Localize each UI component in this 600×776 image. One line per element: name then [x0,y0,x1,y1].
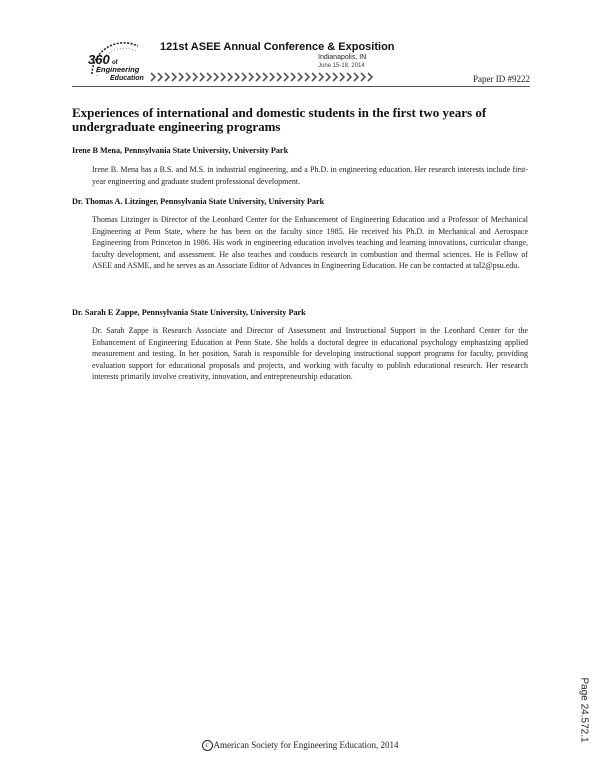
logo-of: of [112,60,118,66]
paper-id: Paper ID #9222 [473,74,530,84]
logo-360: 360 [88,52,110,67]
conference-title: 121st ASEE Annual Conference & Exposition [160,41,395,53]
author-name: Dr. Sarah E Zappe, Pennsylvania State University, University Park [72,308,306,317]
header-divider [72,86,530,87]
conference-location: Indianapolis, IN [318,54,367,61]
author-name: Irene B Mena, Pennsylvania State University, University Park [72,146,289,155]
author-name: Dr. Thomas A. Litzinger, Pennsylvania State University, University Park [72,197,325,206]
author-bio: Dr. Sarah Zappe is Research Associate and Director of Assessment and Instructional Support in the Leonhard Center for the Enhancement of Engineering Education at Penn State. She holds a doctoral degree in educational psychology emphasizing applied measurement and testing. In her position, Sarah is responsible for developing instructional support programs for faculty, providing evaluation support for educational proposals and projects, and working with faculty to publish educational research. Her research interests primarily involve creativity, innovation, and entrepreneurship education. [92,326,528,381]
author-bio: Irene B. Mena has a B.S. and M.S. in industrial engineering, and a Ph.D. in engineering education. Her research interests include first-year engineering and graduate student professional development. [92,165,528,186]
chevron-band-decoration [150,71,374,83]
copyright-footer [0,740,600,751]
logo-engineering: Engineering [96,65,140,74]
conference-dates: June 15-18, 2014 [318,63,365,69]
copyright-text: American Society for Engineering Education, 2014 [213,740,399,750]
paper-title: Experiences of international and domestic students in the first two years of undergraduate engineering programs [72,105,487,134]
page-stamp: Page 24.572.1 [578,677,590,743]
logo-education: Education [110,75,144,82]
author-bio: Thomas Litzinger is Director of the Leonhard Center for the Enhancement of Engineering Education and a Professor of Mechanical Engineering at Penn State, where he has been on the faculty since 1985. He received his Ph.D. in Mechanical and Aerospace Engineering from Princeton in 1986. His work in engineering education involves teaching and learning innovations, curricular change, faculty development, and assessment. He also teaches and conducts research in combustion and thermal sciences. He is Fellow of ASEE and ASME, and he serves as an Associate Editor of Advances in Engineering Education. He can be contacted at tal2@psu.edu. [92,215,528,270]
copyright-icon: c [202,740,213,751]
